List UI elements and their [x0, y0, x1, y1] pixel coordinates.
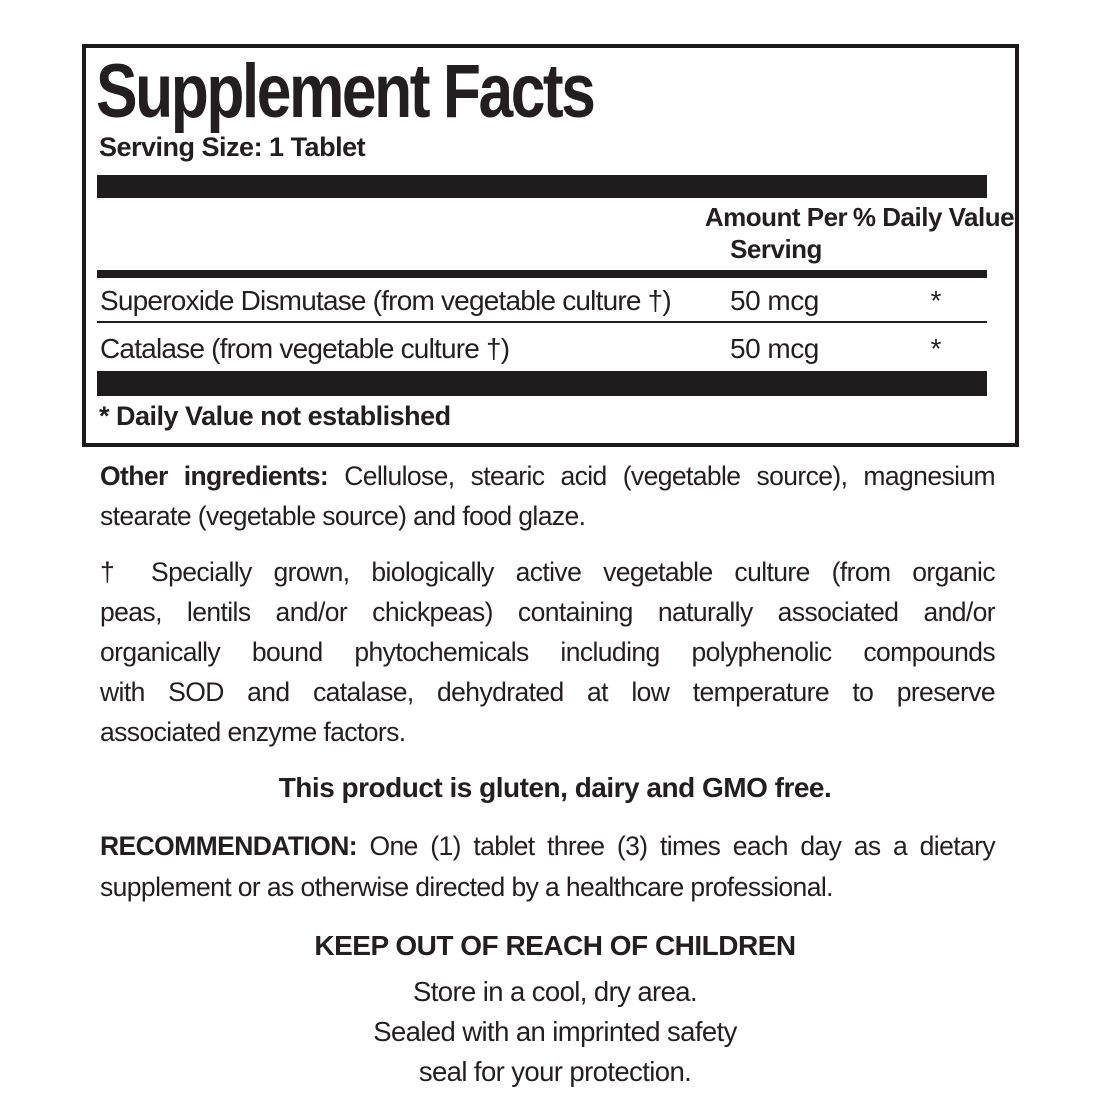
table-row-daily-value: * — [930, 285, 942, 316]
table-row-ingredient-name: Superoxide Dismutase (from vegetable culture †) — [100, 285, 671, 316]
storage-line: seal for your protection. — [418, 1056, 692, 1087]
table-row-ingredient-name: Catalase (from vegetable culture †) — [100, 333, 510, 364]
divider-rule-thin — [97, 321, 987, 323]
table-row-amount: 50 mcg — [730, 285, 819, 316]
table-row-amount: 50 mcg — [730, 333, 819, 364]
recommendation-paragraph — [100, 826, 995, 908]
daily-value-footnote: * Daily Value not established — [99, 401, 451, 431]
storage-line: Store in a cool, dry area. — [413, 976, 697, 1007]
divider-bar-thick-top — [97, 175, 987, 198]
other-ingredients-label: Other ingredients: — [100, 461, 329, 491]
recommendation-line-2: supplement or as otherwise directed by a healthcare professional. — [100, 872, 833, 902]
storage-instructions — [100, 972, 1010, 1092]
storage-line: Sealed with an imprinted safety — [373, 1016, 737, 1047]
table-row-daily-value: * — [930, 333, 942, 364]
note-line: with SOD and catalase, dehydrated at low temperature to preserve — [100, 677, 995, 707]
other-ingredients-line-2: stearate (vegetable source) and food glaze. — [100, 501, 586, 531]
note-line: † Specially grown, biologically active vegetable culture (from organic — [100, 557, 995, 587]
other-ingredients-line-1 — [100, 456, 995, 496]
divider-bar-thick-bottom — [97, 371, 987, 396]
vegetable-culture-note-paragraph — [100, 552, 995, 752]
other-ingredients-text: Cellulose, stearic acid (vegetable source), magnesium — [344, 461, 996, 491]
note-line: peas, lentils and/or chickpeas) containing naturally associated and/or — [100, 597, 995, 627]
recommendation-text: One (1) tablet three (3) times each day as a dietary — [369, 831, 995, 861]
recommendation-label: RECOMMENDATION: — [100, 831, 357, 861]
divider-bar-medium-header — [97, 270, 987, 278]
note-line: associated enzyme factors. — [100, 717, 406, 747]
recommendation-line-1 — [100, 826, 995, 867]
supplement-facts-panel — [82, 44, 1019, 447]
allergen-free-claim: This product is gluten, dairy and GMO free. — [278, 772, 832, 803]
other-ingredients-paragraph — [100, 456, 995, 536]
keep-out-of-reach-warning: KEEP OUT OF REACH OF CHILDREN — [314, 930, 796, 961]
note-line: organically bound phytochemicals including polyphenolic compounds — [100, 637, 995, 667]
panel-title: Supplement Facts — [96, 49, 594, 134]
column-header-percent-daily-value: % Daily Value — [852, 202, 1015, 232]
column-header-amount-per-serving: Amount Per Serving — [704, 202, 848, 264]
serving-size-text: Serving Size: 1 Tablet — [99, 132, 366, 162]
